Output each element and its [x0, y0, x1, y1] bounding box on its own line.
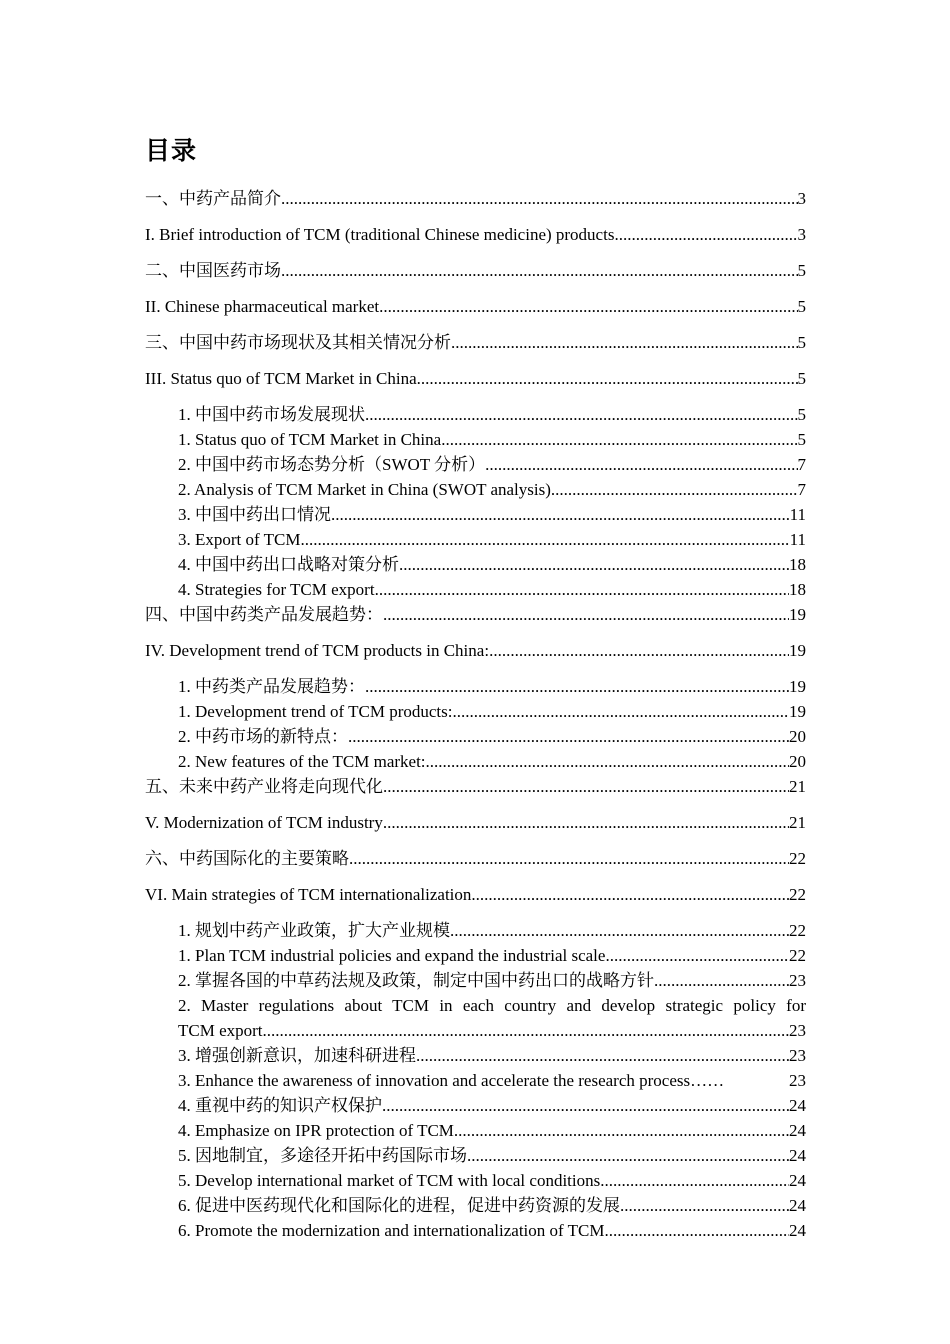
toc-page-number: 23	[789, 971, 806, 990]
toc-entry[interactable]	[145, 427, 806, 452]
toc-entry-text: 五、未来中药产业将走向现代化	[145, 777, 383, 796]
dot-leader	[604, 1218, 789, 1243]
toc-page-number: 3	[797, 225, 806, 244]
toc-page-number: 19	[789, 702, 806, 721]
dot-leader	[399, 552, 789, 577]
toc-entry[interactable]	[145, 918, 806, 943]
toc-page-number: 20	[789, 752, 806, 771]
dot-leader	[441, 427, 797, 452]
dot-leader	[426, 749, 789, 774]
toc-page-number: 22	[789, 921, 806, 940]
dot-leader	[383, 810, 789, 835]
toc-page-number: 18	[789, 555, 806, 574]
toc-entry-text: 2. 掌握各国的中草药法规及政策，制定中国中药出口的战略方针	[178, 971, 654, 990]
toc-entry-text: 6. 促进中医药现代化和国际化的进程，促进中药资源的发展	[178, 1196, 620, 1215]
dot-leader	[614, 222, 797, 247]
dot-leader	[263, 1018, 789, 1043]
toc-entry[interactable]	[145, 527, 806, 552]
toc-entry-text: 3. 中国中药出口情况	[178, 505, 331, 524]
toc-entry[interactable]	[145, 1093, 806, 1118]
toc-entry[interactable]	[145, 1068, 806, 1093]
toc-page-number: 5	[797, 333, 806, 352]
toc-page-number: 19	[789, 641, 806, 660]
dot-leader	[620, 1193, 789, 1218]
toc-entry-text: 1. 中药类产品发展趋势：	[178, 677, 365, 696]
toc-page-number: 18	[789, 580, 806, 599]
toc-page-number: 7	[797, 455, 806, 474]
toc-entry[interactable]	[145, 699, 806, 724]
toc-page-number: 19	[789, 677, 806, 696]
dot-leader	[454, 1118, 789, 1143]
dot-leader	[450, 918, 789, 943]
toc-entry[interactable]	[145, 638, 806, 663]
toc-entry-text: 三、中国中药市场现状及其相关情况分析	[145, 333, 451, 352]
toc-page-number: 24	[789, 1196, 806, 1215]
table-of-contents	[145, 186, 806, 1243]
dot-leader	[452, 699, 789, 724]
toc-entry-text: 3. 增强创新意识，加速科研进程	[178, 1046, 416, 1065]
toc-entry[interactable]	[145, 1193, 806, 1218]
toc-page-number: 7	[797, 480, 806, 499]
toc-entry[interactable]	[145, 724, 806, 749]
toc-entry-text: II. Chinese pharmaceutical market	[145, 297, 380, 316]
dot-leader	[654, 968, 789, 993]
toc-page-number: 11	[789, 530, 806, 549]
toc-page-number: 24	[789, 1221, 806, 1240]
toc-entry[interactable]	[145, 1118, 806, 1143]
toc-entry-text: IV. Development trend of TCM products in China:	[145, 641, 490, 660]
toc-page-number: 23	[789, 1021, 806, 1040]
toc-entry[interactable]	[145, 846, 806, 871]
toc-entry-text: 3. Export of TCM	[178, 530, 301, 549]
toc-page-number: 24	[789, 1096, 806, 1115]
toc-entry[interactable]	[145, 186, 806, 211]
toc-title: 目录	[145, 136, 198, 165]
toc-entry-text: 6. Promote the modernization and internationalization of TCM	[178, 1221, 605, 1240]
toc-page-number: 21	[789, 777, 806, 796]
toc-page-number: 5	[797, 430, 806, 449]
toc-entry-text: V. Modernization of TCM industry	[145, 813, 383, 832]
dot-leader	[331, 502, 790, 527]
dot-leader	[382, 1093, 789, 1118]
toc-entry[interactable]	[145, 477, 806, 502]
toc-entry-text-continued: TCM export	[178, 1021, 263, 1040]
toc-entry-text: 2. Analysis of TCM Market in China (SWOT analysis)	[178, 480, 551, 499]
dot-leader	[605, 943, 789, 968]
toc-entry-text: 4. Emphasize on IPR protection of TCM	[178, 1121, 454, 1140]
toc-entry-text: 2. 中药市场的新特点：	[178, 727, 348, 746]
toc-entry[interactable]	[145, 222, 806, 247]
toc-entry[interactable]	[145, 774, 806, 799]
toc-entry-text: I. Brief introduction of TCM (traditional Chinese medicine) products	[145, 225, 615, 244]
toc-entry[interactable]	[145, 1168, 806, 1193]
toc-entry-text: VI. Main strategies of TCM internationalization	[145, 885, 472, 904]
dot-leader	[471, 882, 789, 907]
dot-leader	[375, 577, 789, 602]
dot-leader	[348, 724, 789, 749]
toc-entry-text: 四、中国中药类产品发展趋势：	[145, 605, 383, 624]
toc-entry[interactable]	[145, 552, 806, 577]
toc-entry[interactable]	[145, 993, 806, 1043]
toc-entry[interactable]	[145, 1218, 806, 1243]
toc-page-number: 23	[789, 1046, 806, 1065]
dot-leader	[600, 1168, 789, 1193]
toc-entry-text: 5. 因地制宜，多途径开拓中药国际市场	[178, 1146, 467, 1165]
toc-entry-text: 二、中国医药市场	[145, 261, 281, 280]
toc-page-number: 11	[789, 505, 806, 524]
dot-leader	[551, 477, 798, 502]
toc-entry[interactable]	[145, 810, 806, 835]
dot-leader	[300, 527, 789, 552]
toc-entry[interactable]	[145, 294, 806, 319]
toc-entry-text: 2. New features of the TCM market:	[178, 752, 426, 771]
toc-entry[interactable]	[145, 602, 806, 627]
toc-entry[interactable]	[145, 577, 806, 602]
toc-entry[interactable]	[145, 882, 806, 907]
toc-entry-text: 一、中药产品简介	[145, 189, 281, 208]
dot-leader	[383, 774, 789, 799]
toc-entry-text: 六、中药国际化的主要策略	[145, 849, 349, 868]
toc-entry-text: 1. 规划中药产业政策，扩大产业规模	[178, 921, 450, 940]
dot-leader	[467, 1143, 789, 1168]
toc-entry-text: 5. Develop international market of TCM with local conditions	[178, 1171, 601, 1190]
toc-entry-text: 1. 中国中药市场发展现状	[178, 405, 365, 424]
toc-entry-text: 4. 重视中药的知识产权保护	[178, 1096, 382, 1115]
toc-page-number: 5	[797, 261, 806, 280]
toc-page-number: 23	[789, 1071, 806, 1090]
toc-entry[interactable]	[145, 502, 806, 527]
toc-page-number: 24	[789, 1146, 806, 1165]
dot-leader	[349, 846, 789, 871]
toc-entry-text: 1. Development trend of TCM products:	[178, 702, 453, 721]
dot-leader	[451, 330, 798, 355]
dot-leader	[485, 452, 797, 477]
toc-page-number: 19	[789, 605, 806, 624]
toc-entry-text: 1. Plan TCM industrial policies and expand the industrial scale	[178, 946, 606, 965]
dot-leader	[489, 638, 789, 663]
dot-leader	[383, 602, 789, 627]
toc-entry[interactable]	[145, 1143, 806, 1168]
toc-entry[interactable]	[145, 452, 806, 477]
toc-page-number: 24	[789, 1171, 806, 1190]
toc-page-number: 22	[789, 946, 806, 965]
dot-leader	[417, 366, 798, 391]
dot-leader	[365, 402, 798, 427]
toc-entry-text: 3. Enhance the awareness of innovation and accelerate the research process……	[178, 1071, 725, 1090]
toc-entry[interactable]	[145, 749, 806, 774]
toc-entry-text: 2. 中国中药市场态势分析（SWOT 分析）	[178, 455, 486, 474]
dot-leader	[379, 294, 797, 319]
toc-page-number: 24	[789, 1121, 806, 1140]
toc-page-number: 5	[797, 369, 806, 388]
toc-entry[interactable]	[145, 943, 806, 968]
toc-entry-text: III. Status quo of TCM Market in China	[145, 369, 417, 388]
toc-entry[interactable]	[145, 968, 806, 993]
dot-leader	[281, 258, 798, 283]
toc-entry-text: 4. Strategies for TCM export	[178, 580, 375, 599]
toc-entry[interactable]	[145, 1043, 806, 1068]
toc-entry-text: 2. Master regulations about TCM in each country and develop strategic policy for	[178, 996, 806, 1015]
toc-entry-text: 4. 中国中药出口战略对策分析	[178, 555, 399, 574]
toc-entry[interactable]	[145, 258, 806, 283]
toc-page-number: 5	[797, 297, 806, 316]
dot-leader	[365, 674, 789, 699]
toc-page-number: 22	[789, 885, 806, 904]
dot-leader	[416, 1043, 789, 1068]
toc-page-number: 21	[789, 813, 806, 832]
toc-page-number: 3	[797, 189, 806, 208]
toc-entry[interactable]	[145, 366, 806, 391]
toc-entry[interactable]	[145, 330, 806, 355]
toc-entry[interactable]	[145, 402, 806, 427]
dot-leader	[281, 186, 798, 211]
toc-page-number: 5	[797, 405, 806, 424]
toc-entry-text: 1. Status quo of TCM Market in China	[178, 430, 442, 449]
toc-page-number: 22	[789, 849, 806, 868]
toc-entry[interactable]	[145, 674, 806, 699]
toc-page-number: 20	[789, 727, 806, 746]
